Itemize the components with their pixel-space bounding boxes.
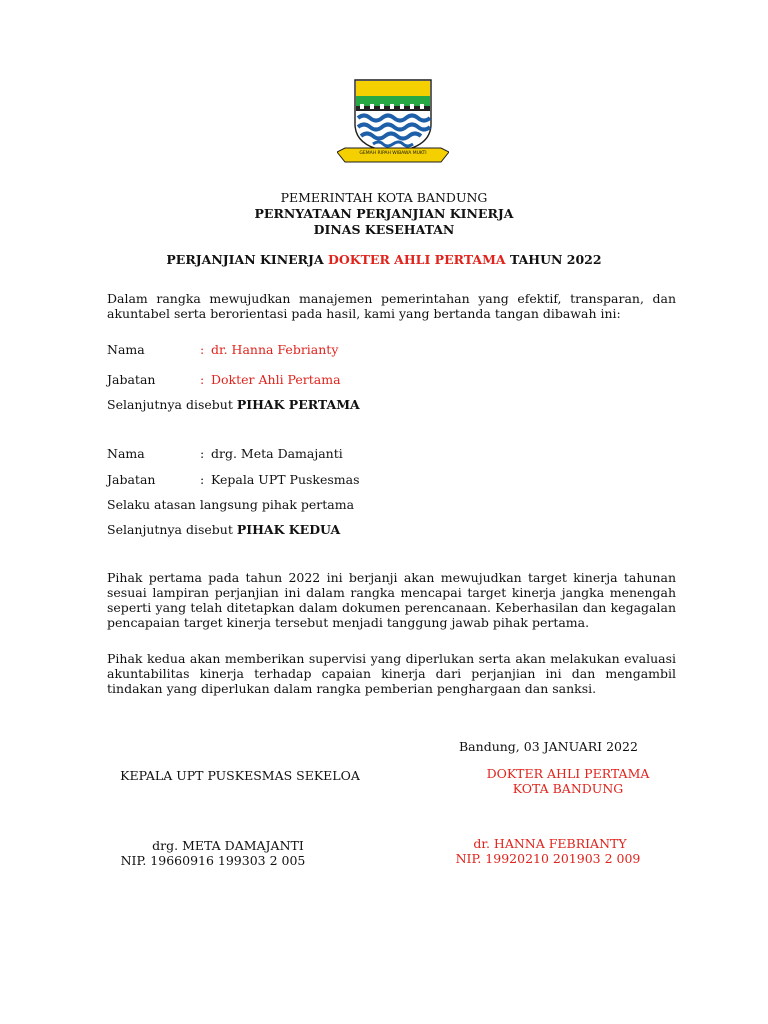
party2-position-colon: : <box>200 472 205 487</box>
party2-designation-value: PIHAK KEDUA <box>236 522 341 537</box>
agreement-title <box>0 252 768 267</box>
intro-paragraph: Dalam rangka mewujudkan manajemen pemerintahan yang efektif, transparan, dan akuntabel serta berorientasi pada hasil, kami yang bertanda tangan dibawah ini: <box>107 291 676 321</box>
party1-designation-prefix: Selanjutnya disebut <box>107 397 233 412</box>
emblem-ribbon-text: GEMAH RIPAH WIBAWA MUKTI <box>359 151 427 156</box>
party2-designation-prefix: Selanjutnya disebut <box>107 522 233 537</box>
city-emblem <box>337 78 449 164</box>
party2-name-colon: : <box>200 446 205 461</box>
party1-name-label: Nama <box>107 342 145 357</box>
signatory-right-title-line2: KOTA BANDUNG <box>512 781 624 796</box>
commitment-paragraph: Pihak pertama pada tahun 2022 ini berjanji akan mewujudkan target kinerja tahunan sesuai lampiran perjanjian ini dalam rangka mencapai target kinerja jangka menengah seperti yang telah ditetapkan dalam dokumen perencanaan. Keberhasilan dan kegagalan pencapaian target kinerja tersebut menjadi tanggung jawab pihak pertama. <box>107 570 676 630</box>
signatory-left-nip: NIP. 19660916 199303 2 005 <box>120 853 306 868</box>
signatory-right-nip: NIP. 19920210 201903 2 009 <box>455 851 641 866</box>
signatory-right-title-line1: DOKTER AHLI PERTAMA <box>486 766 650 781</box>
party1-name-colon: : <box>200 342 205 357</box>
party2-role-note: Selaku atasan langsung pihak pertama <box>107 497 355 512</box>
party1-position-value: Dokter Ahli Pertama <box>211 372 341 387</box>
party1-position-colon: : <box>200 372 205 387</box>
party2-designation <box>107 522 340 537</box>
party1-designation-value: PIHAK PERTAMA <box>236 397 360 412</box>
party1-name-value: dr. Hanna Febrianty <box>211 342 339 357</box>
signatory-right-name: dr. HANNA FEBRIANTY <box>473 836 627 851</box>
party2-name-value: drg. Meta Damajanti <box>211 446 343 461</box>
supervision-paragraph: Pihak kedua akan memberikan supervisi yang diperlukan serta akan melakukan evaluasi akuntabilitas kinerja terhadap capaian kinerja dari perjanjian ini dan mengambil tindakan yang diperlukan dalam rangka pemberian penghargaan dan sanksi. <box>107 651 676 696</box>
signatory-left-name: drg. META DAMAJANTI <box>152 838 304 853</box>
header-document-title: PERNYATAAN PERJANJIAN KINERJA <box>254 206 514 221</box>
header-agency: DINAS KESEHATAN <box>313 222 455 237</box>
title-prefix: PERJANJIAN KINERJA <box>166 252 324 267</box>
header-government: PEMERINTAH KOTA BANDUNG <box>280 190 488 205</box>
party2-position-label: Jabatan <box>107 472 156 487</box>
title-suffix: TAHUN 2022 <box>509 252 602 267</box>
title-highlight: DOKTER AHLI PERTAMA <box>328 252 506 267</box>
signatory-left-title: KEPALA UPT PUSKESMAS SEKELOA <box>120 768 360 783</box>
place-and-date: Bandung, 03 JANUARI 2022 <box>459 739 638 754</box>
party2-position-value: Kepala UPT Puskesmas <box>211 472 360 487</box>
party1-position-label: Jabatan <box>107 372 156 387</box>
party2-name-label: Nama <box>107 446 145 461</box>
party1-designation <box>107 397 360 412</box>
